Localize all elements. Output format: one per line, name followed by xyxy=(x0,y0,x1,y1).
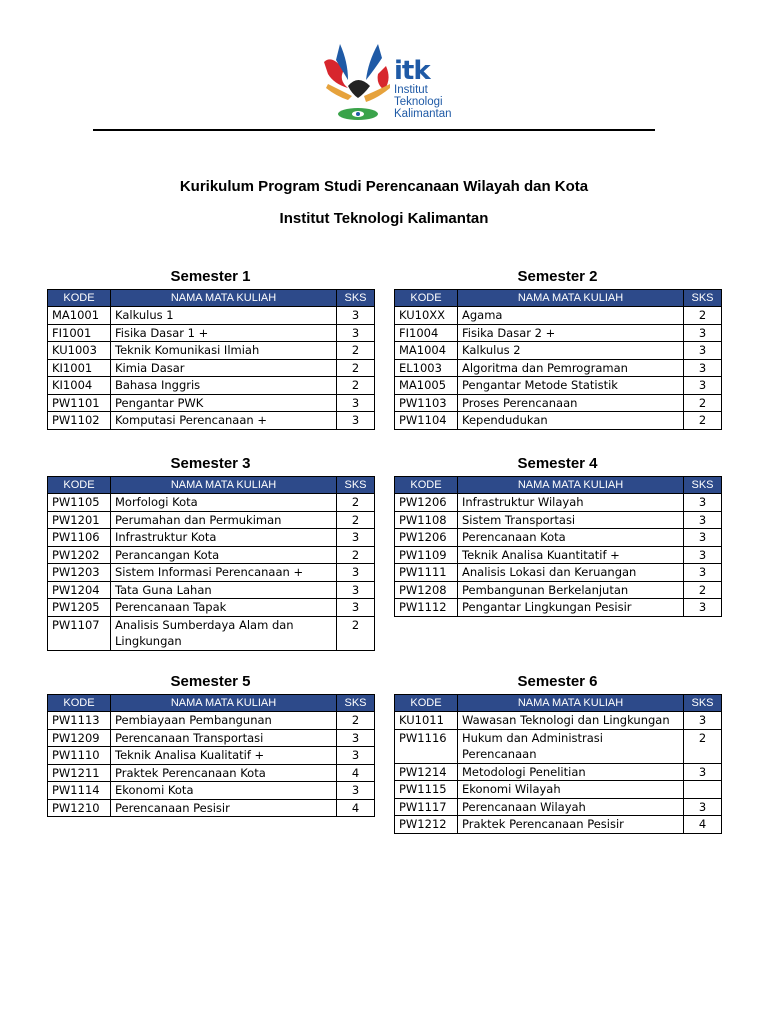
course-code: KU10XX xyxy=(395,307,458,325)
table-row xyxy=(395,307,722,325)
course-code: PW1206 xyxy=(395,494,458,512)
header-sks: SKS xyxy=(684,477,722,494)
course-name: Algoritma dan Pemrograman xyxy=(458,359,684,377)
course-name: Metodologi Penelitian xyxy=(458,763,684,781)
course-sks xyxy=(684,781,722,799)
course-code: PW1111 xyxy=(395,564,458,582)
course-sks: 2 xyxy=(337,377,375,395)
course-sks: 3 xyxy=(337,412,375,430)
course-name: Kalkulus 1 xyxy=(111,307,337,325)
course-sks: 3 xyxy=(684,798,722,816)
table-row xyxy=(48,342,375,360)
course-sks: 3 xyxy=(337,747,375,765)
course-sks: 3 xyxy=(337,581,375,599)
course-sks: 3 xyxy=(337,307,375,325)
course-name: Perencanaan Tapak xyxy=(111,599,337,617)
course-code: PW1204 xyxy=(48,581,111,599)
course-name: Fisika Dasar 2 + xyxy=(458,324,684,342)
semester-2-block xyxy=(394,267,721,430)
semester-title: Semester 5 xyxy=(170,673,251,690)
course-name: Tata Guna Lahan xyxy=(111,581,337,599)
course-name: Pengantar PWK xyxy=(111,394,337,412)
table-row xyxy=(48,494,375,512)
table-row xyxy=(48,764,375,782)
header-sks: SKS xyxy=(684,695,722,712)
course-name: Perumahan dan Permukiman xyxy=(111,511,337,529)
course-code: MA1005 xyxy=(395,377,458,395)
semester-6-block xyxy=(394,672,721,834)
course-name: Perancangan Kota xyxy=(111,546,337,564)
course-sks: 2 xyxy=(337,511,375,529)
semester-title: Semester 1 xyxy=(170,268,251,285)
course-sks: 3 xyxy=(684,599,722,617)
table-row xyxy=(395,781,722,799)
semester-4-block xyxy=(394,454,721,617)
table-header-row xyxy=(395,290,722,307)
course-sks: 3 xyxy=(337,782,375,800)
course-name: Teknik Komunikasi Ilmiah xyxy=(111,342,337,360)
semester-title: Semester 2 xyxy=(517,268,598,285)
header-code: KODE xyxy=(395,290,458,307)
course-code: PW1212 xyxy=(395,816,458,834)
table-row xyxy=(48,546,375,564)
course-sks: 2 xyxy=(337,712,375,730)
course-name: Kimia Dasar xyxy=(111,359,337,377)
course-name: Fisika Dasar 1 + xyxy=(111,324,337,342)
header-code: KODE xyxy=(48,477,111,494)
course-name: Perencanaan Wilayah xyxy=(458,798,684,816)
course-table xyxy=(394,476,722,617)
logo-line-3: Kalimantan xyxy=(394,108,452,120)
course-sks: 4 xyxy=(337,764,375,782)
course-name: Sistem Transportasi xyxy=(458,511,684,529)
logo-line-2: Teknologi xyxy=(394,96,443,108)
course-sks: 2 xyxy=(684,412,722,430)
table-row xyxy=(48,529,375,547)
course-name: Pengantar Metode Statistik xyxy=(458,377,684,395)
header-code: KODE xyxy=(48,290,111,307)
logo-line-1: Institut xyxy=(394,84,428,96)
course-sks: 3 xyxy=(684,511,722,529)
semester-title: Semester 4 xyxy=(517,455,598,472)
header-code: KODE xyxy=(395,695,458,712)
course-name: Komputasi Perencanaan + xyxy=(111,412,337,430)
course-name: Proses Perencanaan xyxy=(458,394,684,412)
table-row xyxy=(395,564,722,582)
course-sks: 2 xyxy=(337,359,375,377)
course-code: FI1004 xyxy=(395,324,458,342)
course-name: Perencanaan Pesisir xyxy=(111,799,337,817)
header-course-name: NAMA MATA KULIAH xyxy=(111,290,337,307)
table-row xyxy=(395,377,722,395)
course-table xyxy=(47,476,375,651)
table-row xyxy=(395,342,722,360)
course-code: PW1114 xyxy=(48,782,111,800)
course-name: Hukum dan Administrasi Perencanaan xyxy=(458,729,684,763)
course-table xyxy=(394,289,722,430)
table-row xyxy=(395,529,722,547)
course-name: Bahasa Inggris xyxy=(111,377,337,395)
semester-1-block xyxy=(47,267,374,430)
course-code: PW1208 xyxy=(395,581,458,599)
course-code: KU1003 xyxy=(48,342,111,360)
course-name: Teknik Analisa Kuantitatif + xyxy=(458,546,684,564)
logo-acronym: itk xyxy=(394,56,430,86)
course-name: Praktek Perencanaan Kota xyxy=(111,764,337,782)
table-row xyxy=(395,712,722,730)
course-name: Agama xyxy=(458,307,684,325)
table-row xyxy=(395,546,722,564)
table-row xyxy=(48,564,375,582)
course-name: Perencanaan Kota xyxy=(458,529,684,547)
course-table xyxy=(394,694,722,834)
course-code: PW1203 xyxy=(48,564,111,582)
table-row xyxy=(48,782,375,800)
table-header-row xyxy=(395,695,722,712)
table-header-row xyxy=(48,695,375,712)
header-sks: SKS xyxy=(684,290,722,307)
table-header-row xyxy=(48,290,375,307)
course-name: Morfologi Kota xyxy=(111,494,337,512)
course-sks: 3 xyxy=(337,394,375,412)
course-name: Ekonomi Kota xyxy=(111,782,337,800)
course-sks: 3 xyxy=(337,564,375,582)
table-row xyxy=(395,816,722,834)
course-code: PW1105 xyxy=(48,494,111,512)
course-code: EL1003 xyxy=(395,359,458,377)
semester-title: Semester 6 xyxy=(517,673,598,690)
course-code: PW1202 xyxy=(48,546,111,564)
course-code: FI1001 xyxy=(48,324,111,342)
table-row xyxy=(395,394,722,412)
course-name: Infrastruktur Kota xyxy=(111,529,337,547)
course-code: PW1117 xyxy=(395,798,458,816)
course-sks: 3 xyxy=(337,729,375,747)
table-row xyxy=(395,581,722,599)
course-code: PW1112 xyxy=(395,599,458,617)
header-course-name: NAMA MATA KULIAH xyxy=(458,695,684,712)
course-sks: 4 xyxy=(684,816,722,834)
course-code: PW1108 xyxy=(395,511,458,529)
course-name: Teknik Analisa Kualitatif + xyxy=(111,747,337,765)
course-code: PW1115 xyxy=(395,781,458,799)
course-name: Analisis Lokasi dan Keruangan xyxy=(458,564,684,582)
table-row xyxy=(48,729,375,747)
semester-3-block xyxy=(47,454,374,651)
table-row xyxy=(395,412,722,430)
course-sks: 2 xyxy=(684,729,722,763)
table-row xyxy=(48,599,375,617)
course-sks: 2 xyxy=(337,546,375,564)
course-name: Pengantar Lingkungan Pesisir xyxy=(458,599,684,617)
course-sks: 2 xyxy=(337,616,375,650)
course-name: Ekonomi Wilayah xyxy=(458,781,684,799)
course-code: PW1211 xyxy=(48,764,111,782)
table-row xyxy=(48,799,375,817)
table-row xyxy=(48,307,375,325)
course-code: PW1205 xyxy=(48,599,111,617)
header-code: KODE xyxy=(48,695,111,712)
table-row xyxy=(395,729,722,763)
course-sks: 3 xyxy=(684,342,722,360)
header-course-name: NAMA MATA KULIAH xyxy=(111,477,337,494)
header-course-name: NAMA MATA KULIAH xyxy=(458,290,684,307)
header-sks: SKS xyxy=(337,290,375,307)
course-code: PW1106 xyxy=(48,529,111,547)
course-code: PW1107 xyxy=(48,616,111,650)
course-sks: 2 xyxy=(684,307,722,325)
table-row xyxy=(48,377,375,395)
course-code: PW1113 xyxy=(48,712,111,730)
header-sks: SKS xyxy=(337,477,375,494)
table-row xyxy=(48,511,375,529)
course-name: Pembiayaan Pembangunan xyxy=(111,712,337,730)
table-row xyxy=(395,763,722,781)
table-row xyxy=(395,798,722,816)
header-divider xyxy=(93,129,655,131)
course-table xyxy=(47,694,375,817)
table-row xyxy=(48,412,375,430)
semester-5-block xyxy=(47,672,374,817)
course-name: Perencanaan Transportasi xyxy=(111,729,337,747)
course-sks: 3 xyxy=(337,324,375,342)
course-code: MA1004 xyxy=(395,342,458,360)
course-sks: 3 xyxy=(684,377,722,395)
course-name: Praktek Perencanaan Pesisir xyxy=(458,816,684,834)
course-code: PW1206 xyxy=(395,529,458,547)
header-course-name: NAMA MATA KULIAH xyxy=(458,477,684,494)
logo-text xyxy=(394,58,452,120)
course-code: PW1110 xyxy=(48,747,111,765)
document-title: Kurikulum Program Studi Perencanaan Wilayah dan Kota xyxy=(179,178,589,195)
table-row xyxy=(48,616,375,650)
course-sks: 3 xyxy=(684,763,722,781)
course-sks: 3 xyxy=(684,324,722,342)
table-row xyxy=(395,494,722,512)
course-sks: 3 xyxy=(684,359,722,377)
course-sks: 3 xyxy=(684,546,722,564)
table-row xyxy=(395,511,722,529)
course-sks: 4 xyxy=(337,799,375,817)
course-sks: 3 xyxy=(337,599,375,617)
semester-title: Semester 3 xyxy=(170,455,251,472)
course-code: PW1116 xyxy=(395,729,458,763)
table-header-row xyxy=(48,477,375,494)
table-row xyxy=(48,324,375,342)
course-table xyxy=(47,289,375,430)
course-code: PW1209 xyxy=(48,729,111,747)
course-code: PW1214 xyxy=(395,763,458,781)
course-code: PW1210 xyxy=(48,799,111,817)
course-code: KU1011 xyxy=(395,712,458,730)
header-sks: SKS xyxy=(337,695,375,712)
course-sks: 2 xyxy=(684,394,722,412)
table-row xyxy=(395,359,722,377)
table-row xyxy=(48,394,375,412)
course-code: KI1004 xyxy=(48,377,111,395)
course-sks: 2 xyxy=(337,342,375,360)
course-code: PW1109 xyxy=(395,546,458,564)
course-code: KI1001 xyxy=(48,359,111,377)
table-row xyxy=(48,747,375,765)
table-row xyxy=(48,712,375,730)
course-sks: 3 xyxy=(684,712,722,730)
course-code: PW1104 xyxy=(395,412,458,430)
course-code: PW1101 xyxy=(48,394,111,412)
course-name: Wawasan Teknologi dan Lingkungan xyxy=(458,712,684,730)
course-sks: 3 xyxy=(684,529,722,547)
course-code: PW1201 xyxy=(48,511,111,529)
course-code: PW1102 xyxy=(48,412,111,430)
table-row xyxy=(48,359,375,377)
course-code: MA1001 xyxy=(48,307,111,325)
table-row xyxy=(395,324,722,342)
table-row xyxy=(48,581,375,599)
table-header-row xyxy=(395,477,722,494)
course-name: Pembangunan Berkelanjutan xyxy=(458,581,684,599)
course-name: Infrastruktur Wilayah xyxy=(458,494,684,512)
course-sks: 3 xyxy=(684,494,722,512)
course-sks: 2 xyxy=(684,581,722,599)
course-code: PW1103 xyxy=(395,394,458,412)
document-subtitle: Institut Teknologi Kalimantan xyxy=(279,210,489,227)
header-code: KODE xyxy=(395,477,458,494)
course-sks: 3 xyxy=(337,529,375,547)
course-sks: 3 xyxy=(684,564,722,582)
course-name: Kependudukan xyxy=(458,412,684,430)
header-course-name: NAMA MATA KULIAH xyxy=(111,695,337,712)
table-row xyxy=(395,599,722,617)
course-name: Kalkulus 2 xyxy=(458,342,684,360)
course-name: Sistem Informasi Perencanaan + xyxy=(111,564,337,582)
course-sks: 2 xyxy=(337,494,375,512)
course-name: Analisis Sumberdaya Alam dan Lingkungan xyxy=(111,616,337,650)
